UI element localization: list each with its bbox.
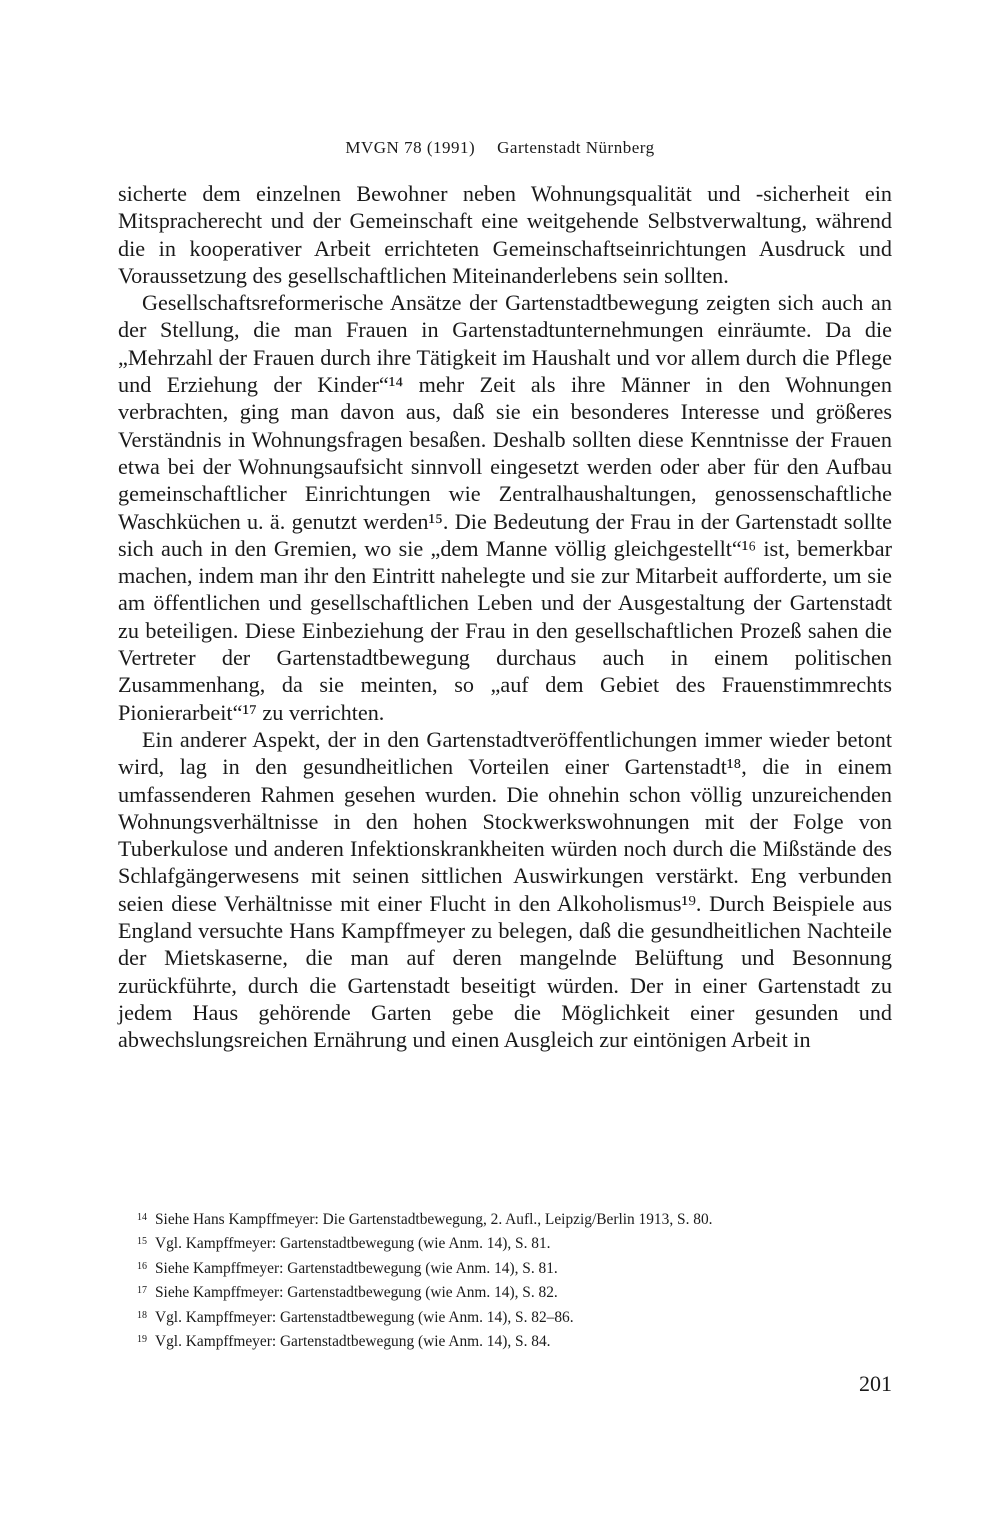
footnote-14 xyxy=(137,1207,897,1231)
footnote-number: 18 xyxy=(137,1309,147,1321)
footnote-text: Vgl. Kampffmeyer: Gartenstadtbewegung (wie Anm. 14), S. 84. xyxy=(155,1333,551,1351)
paragraph-1: sicherte dem einzelnen Bewohner neben Wohnungsqualität und -sicherheit ein Mitspracherecht und der Gemeinschaft eine weitgehende Selbstverwaltung, während die in kooperativer Arbeit errichteten Gemeinschaftseinrichtungen Ausdruck und Voraussetzung des gesellschaftlichen Miteinanderlebens sein sollten. xyxy=(118,181,892,288)
paragraph-3: Ein anderer Aspekt, der in den Gartenstadtveröffentlichungen immer wieder betont wird, lag in den gesundheitlichen Vorteilen einer Gartenstadt¹⁸, die in einem umfassenderen Rahmen gesehen wurden. Die ohnehin schon völlig unzureichenden Wohnungsverhältnisse in den hohen Stockwerkswohnungen mit der Folge von Tuberkulose und anderen Infektionskrankheiten würden noch durch die Mißstände des Schlafgängerwesens mit seinen sittlichen Auswirkungen verstärkt. Eng verbunden seien diese Verhältnisse mit einer Flucht in den Alkoholismus¹⁹. Durch Beispiele aus England versuchte Hans Kampffmeyer zu belegen, daß die gesundheitlichen Nachteile der Mietskaserne, die man auf deren mangelnde Belüftung und Besonnung zurückführte, durch die Gartenstadt beseitigt würden. Der in einer Gartenstadt zu jedem Haus gehörende Garten gebe die Möglichkeit einer gesunden und abwechslungsreichen Ernährung und einen Ausgleich zur eintönigen Arbeit in xyxy=(118,726,892,1053)
footnote-15 xyxy=(137,1231,897,1255)
footnote-text: Siehe Kampffmeyer: Gartenstadtbewegung (wie Anm. 14), S. 81. xyxy=(155,1259,558,1277)
section-title: Gartenstadt Nürnberg xyxy=(497,138,655,157)
body-text xyxy=(118,180,892,1054)
footnote-18 xyxy=(137,1305,897,1329)
footnote-text: Siehe Kampffmeyer: Gartenstadtbewegung (wie Anm. 14), S. 82. xyxy=(155,1284,558,1302)
footnote-number: 17 xyxy=(137,1285,147,1297)
footnotes xyxy=(137,1207,897,1353)
footnote-text: Siehe Hans Kampffmeyer: Die Gartenstadtbewegung, 2. Aufl., Leipzig/Berlin 1913, S. 80. xyxy=(155,1211,713,1228)
footnote-number: 15 xyxy=(137,1236,147,1248)
footnote-number: 14 xyxy=(137,1212,147,1223)
footnote-17 xyxy=(137,1280,897,1304)
footnote-text: Vgl. Kampffmeyer: Gartenstadtbewegung (wie Anm. 14), S. 82–86. xyxy=(155,1308,574,1326)
footnote-19 xyxy=(137,1329,897,1353)
page-number: 201 xyxy=(859,1371,892,1396)
footnote-16 xyxy=(137,1256,897,1280)
footnote-number: 16 xyxy=(137,1260,147,1272)
footnote-number: 19 xyxy=(137,1334,147,1346)
footnote-text: Vgl. Kampffmeyer: Gartenstadtbewegung (wie Anm. 14), S. 81. xyxy=(155,1235,551,1253)
journal-citation: MVGN 78 (1991) xyxy=(345,138,476,157)
running-header xyxy=(0,138,1000,158)
paragraph-2: Gesellschaftsreformerische Ansätze der Gartenstadtbewegung zeigten sich auch an der Stellung, die man Frauen in Gartenstadtunternehmungen einräumte. Da die „Mehrzahl der Frauen durch ihre Tätigkeit im Haushalt und vor allem durch die Pflege und Erziehung der Kinder“¹⁴ mehr Zeit als ihre Männer in den Wohnungen verbrachten, ging man davon aus, daß sie ein besonderes Interesse und größeres Verständnis in Wohnungsfragen besaßen. Deshalb sollten diese Kenntnisse der Frauen etwa bei der Wohnungsaufsicht sinnvoll eingesetzt werden oder aber für den Aufbau gemeinschaftlicher Einrichtungen wie Zentralhaushaltungen, genossenschaftliche Waschküchen u. ä. genutzt werden¹⁵. Die Bedeutung der Frau in der Gartenstadt sollte sich auch in den Gremien, wo sie „dem Manne völlig gleichgestellt“¹⁶ ist, bemerkbar machen, indem man ihr den Eintritt nahelegte und sie zur Mitarbeit aufforderte, um sie am öffentlichen und gesellschaftlichen Leben und der Ausgestaltung der Gartenstadt zu beteiligen. Diese Einbeziehung der Frau in den gesellschaftlichen Prozeß sahen die Vertreter der Gartenstadtbewegung durchaus auch in einem politischen Zusammenhang, da sie meinten, so „auf dem Gebiet des Frauenstimmrechts Pionierarbeit“¹⁷ zu verrichten. xyxy=(118,290,892,725)
